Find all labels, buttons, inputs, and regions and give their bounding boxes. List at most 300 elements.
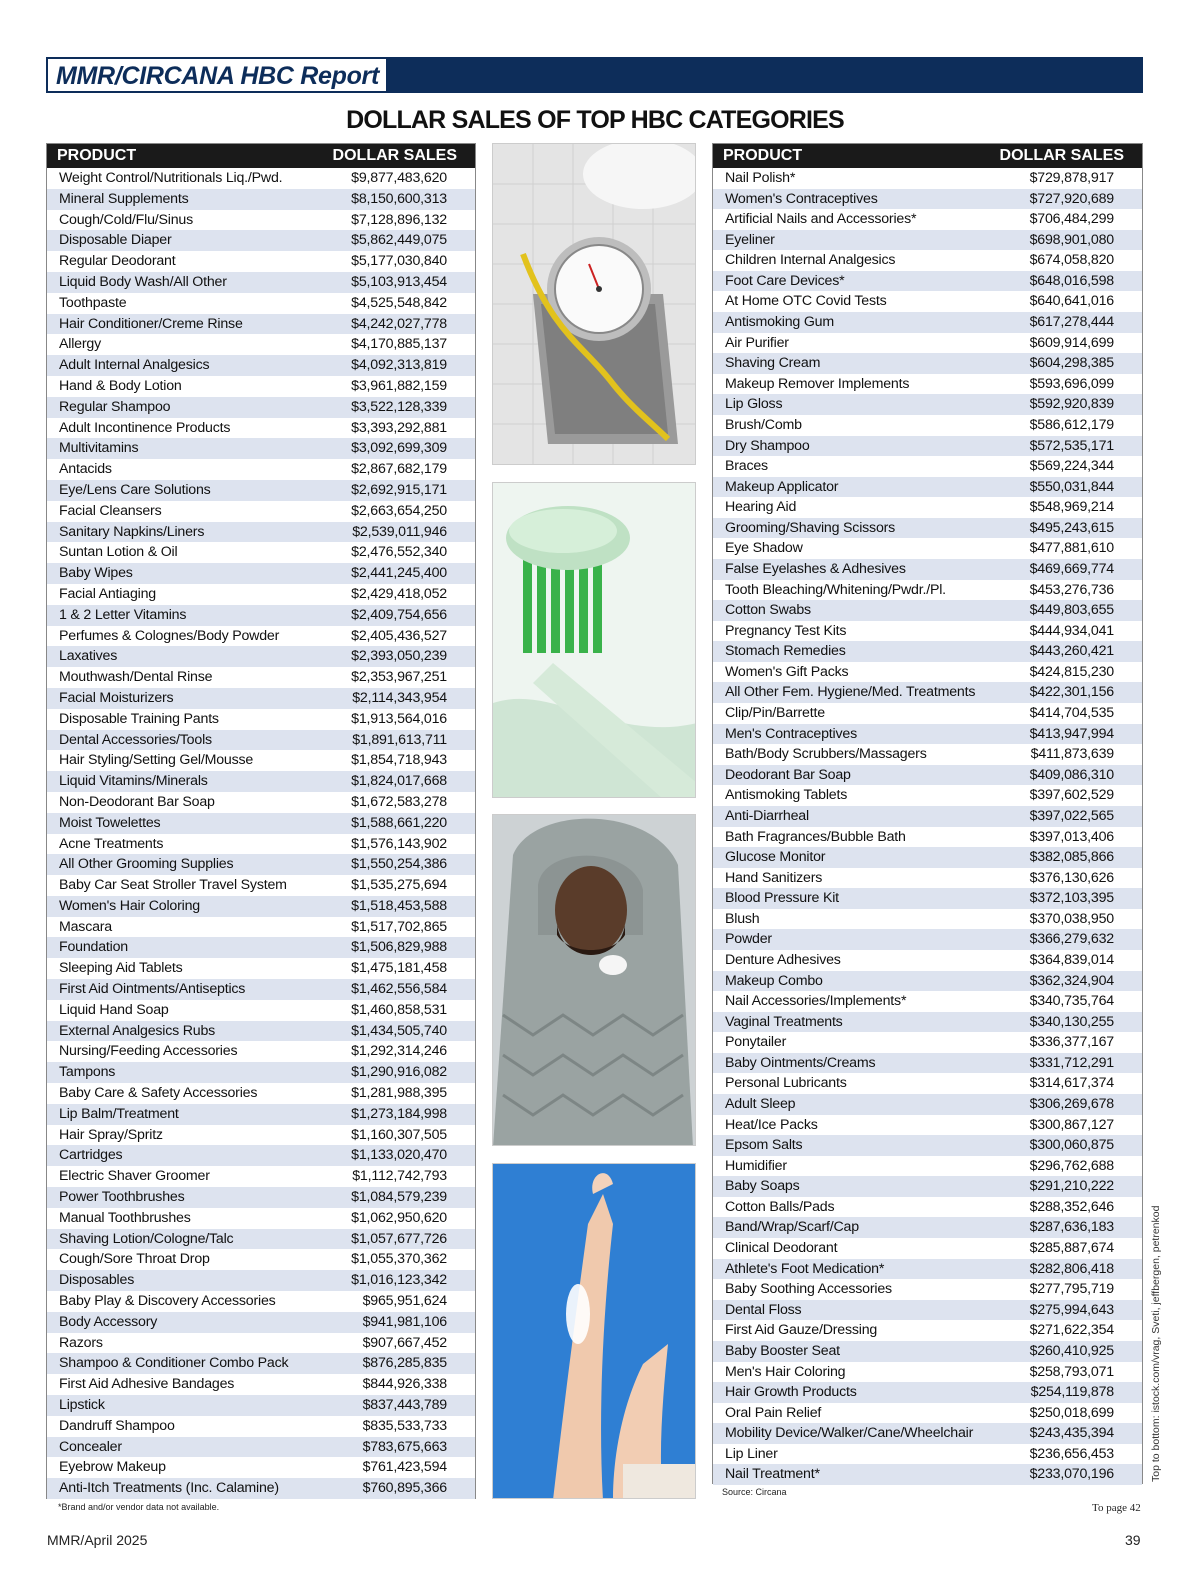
product-name: Liquid Hand Soap [59,1001,169,1018]
dollar-sales-value: $569,224,344 [1029,458,1114,475]
product-name: Toothpaste [59,294,127,311]
dollar-sales-value: $243,435,394 [1029,1425,1114,1442]
table-body [47,168,475,1499]
table-row [47,397,475,418]
product-name: Eye Shadow [725,540,803,557]
product-name: Sanitary Napkins/Liners [59,523,205,540]
dollar-sales-value: $258,793,071 [1029,1363,1114,1380]
table-row [713,1464,1142,1485]
table-row [713,600,1142,621]
table-header [713,144,1142,168]
product-name: Antacids [59,461,112,478]
table-row [47,334,475,355]
table-row [47,771,475,792]
dollar-sales-value: $1,434,505,740 [351,1022,447,1039]
dollar-sales-value: $941,981,106 [362,1313,447,1330]
product-name: Glucose Monitor [725,849,826,866]
dollar-sales-value: $2,409,754,656 [351,606,447,623]
dollar-sales-value: $729,878,917 [1029,170,1114,186]
dollar-sales-value: $1,506,829,988 [351,939,447,956]
dollar-sales-value: $397,022,565 [1029,807,1114,824]
dollar-sales-value: $2,429,418,052 [351,585,447,602]
dollar-sales-value: $422,301,156 [1029,684,1114,701]
table-row [47,1478,475,1499]
product-name: Hair Styling/Setting Gel/Mousse [59,752,254,769]
dollar-sales-value: $366,279,632 [1029,931,1114,948]
table-row [713,374,1142,395]
table-row [47,1416,475,1437]
product-name: Razors [59,1334,103,1351]
product-name: Electric Shaver Groomer [59,1168,210,1185]
table-row [713,1053,1142,1074]
product-name: First Aid Gauze/Dressing [725,1322,878,1339]
product-name: Adult Incontinence Products [59,419,231,436]
product-name: Hand Sanitizers [725,869,823,886]
table-row [47,1270,475,1291]
table-row [713,888,1142,909]
sales-table-right [712,143,1143,1484]
table-row [713,909,1142,930]
table-row [713,950,1142,971]
dollar-sales-value: $2,353,967,251 [351,669,447,686]
dollar-sales-value: $965,951,624 [362,1293,447,1310]
product-name: Mascara [59,918,113,935]
table-row [713,580,1142,601]
table-row [47,626,475,647]
table-row [713,1115,1142,1136]
product-name: Women's Gift Packs [725,663,849,680]
table-body [713,168,1142,1485]
dollar-sales-value: $409,086,310 [1029,766,1114,783]
table-row [713,271,1142,292]
table-row [713,1012,1142,1033]
table-row [47,667,475,688]
dollar-sales-value: $1,576,143,902 [351,835,447,852]
dollar-sales-value: $277,795,719 [1029,1281,1114,1298]
product-name: Personal Lubricants [725,1075,847,1092]
table-row [47,875,475,896]
dollar-sales-value: $288,352,646 [1029,1198,1114,1215]
dollar-sales-value: $260,410,925 [1029,1342,1114,1359]
product-name: Shampoo & Conditioner Combo Pack [59,1355,289,1372]
source-note: Source: Circana [722,1487,787,1497]
dollar-sales-value: $9,877,483,620 [351,170,447,186]
dollar-sales-value: $844,926,338 [362,1376,447,1393]
table-row [47,917,475,938]
dollar-sales-value: $1,462,556,584 [351,981,447,998]
product-name: Men's Contraceptives [725,725,857,742]
product-name: Disposable Diaper [59,232,172,249]
table-row [47,210,475,231]
table-row [47,1166,475,1187]
dollar-sales-value: $5,103,913,454 [351,273,447,290]
dollar-sales-value: $233,070,196 [1029,1466,1114,1483]
photo-credit: Top to bottom: istock.com/vrag, Sveti, jeffbergen, petrenkod [1150,1205,1162,1482]
dollar-sales-value: $282,806,418 [1029,1260,1114,1277]
table-row [713,559,1142,580]
dollar-sales-value: $593,696,099 [1029,375,1114,392]
product-name: Baby Wipes [59,565,133,582]
table-row [47,563,475,584]
product-name: Nail Accessories/Implements* [725,993,907,1010]
product-name: Eye/Lens Care Solutions [59,481,211,498]
bathroom-scale-photo [492,143,696,465]
dollar-sales-value: $340,130,255 [1029,1013,1114,1030]
product-name: Makeup Remover Implements [725,375,910,392]
dollar-sales-value: $3,522,128,339 [351,398,447,415]
product-name: Non-Deodorant Bar Soap [59,793,215,810]
product-name: All Other Grooming Supplies [59,856,234,873]
dollar-sales-value: $236,656,453 [1029,1445,1114,1462]
product-name: Dental Accessories/Tools [59,731,212,748]
product-name: Pregnancy Test Kits [725,622,847,639]
table-row [47,168,475,189]
dollar-sales-value: $4,092,313,819 [351,357,447,374]
product-name: Bath/Body Scrubbers/Massagers [725,746,927,763]
product-name: Stomach Remedies [725,643,846,660]
table-row [47,1395,475,1416]
dollar-sales-value: $727,920,689 [1029,190,1114,207]
product-name: Shaving Cream [725,355,821,372]
table-row [47,272,475,293]
dollar-sales-value: $2,393,050,239 [351,648,447,665]
dollar-sales-value: $444,934,041 [1029,622,1114,639]
table-row [47,646,475,667]
product-name: Facial Cleansers [59,502,162,519]
product-name: Multivitamins [59,440,139,457]
dollar-sales-value: $372,103,395 [1029,890,1114,907]
dollar-sales-value: $2,539,011,946 [352,523,447,540]
product-name: Dry Shampoo [725,437,810,454]
table-row [713,971,1142,992]
table-row [47,896,475,917]
product-name: Cotton Balls/Pads [725,1198,835,1215]
dollar-sales-value: $548,969,214 [1029,499,1114,516]
dollar-sales-value: $761,423,594 [362,1459,447,1476]
dollar-sales-value: $617,278,444 [1029,314,1114,331]
table-row [713,209,1142,230]
dollar-sales-value: $1,588,661,220 [351,814,447,831]
product-name: First Aid Adhesive Bandages [59,1376,235,1393]
table-row [713,1135,1142,1156]
dollar-sales-value: $572,535,171 [1029,437,1114,454]
product-name: Adult Internal Analgesics [59,357,210,374]
product-name: 1 & 2 Letter Vitamins [59,606,187,623]
table-row [47,251,475,272]
dollar-sales-value: $397,013,406 [1029,828,1114,845]
dollar-sales-value: $876,285,835 [362,1355,447,1372]
product-name: Hair Conditioner/Creme Rinse [59,315,243,332]
table-row [713,1073,1142,1094]
dollar-sales-value: $648,016,598 [1029,272,1114,289]
product-name: Clip/Pin/Barrette [725,705,825,722]
product-name: Makeup Combo [725,972,823,989]
product-name: Adult Sleep [725,1096,796,1113]
dollar-sales-value: $1,913,564,016 [351,710,447,727]
product-name: Bath Fragrances/Bubble Bath [725,828,906,845]
product-name: Lip Liner [725,1445,778,1462]
product-name: Heat/Ice Packs [725,1116,818,1133]
product-name: Sleeping Aid Tablets [59,960,183,977]
product-name: Children Internal Analgesics [725,252,896,269]
dollar-sales-value: $1,055,370,362 [351,1251,447,1268]
table-row [713,1197,1142,1218]
table-row [713,744,1142,765]
table-row [47,522,475,543]
product-name: Baby Booster Seat [725,1342,840,1359]
table-row [713,703,1142,724]
dollar-sales-value: $1,133,020,470 [351,1147,447,1164]
dollar-sales-value: $1,281,988,395 [351,1085,447,1102]
dollar-sales-value: $8,150,600,313 [351,190,447,207]
dollar-sales-value: $5,177,030,840 [351,253,447,270]
table-row [47,1457,475,1478]
header-title-box [46,57,388,93]
table-row [713,436,1142,457]
page-number: 39 [1125,1532,1141,1548]
product-name: Facial Moisturizers [59,689,174,706]
table-row [47,937,475,958]
table-row [47,1062,475,1083]
product-name: Lip Balm/Treatment [59,1105,179,1122]
table-row [713,785,1142,806]
dollar-sales-value: $2,692,915,171 [351,481,447,498]
table-row [713,394,1142,415]
sick-man-blanket-photo [492,814,696,1146]
table-row [47,1437,475,1458]
sales-table-left [46,143,476,1499]
product-name: Baby Ointments/Creams [725,1054,876,1071]
table-row [47,730,475,751]
table-row [713,991,1142,1012]
table-row [47,293,475,314]
dollar-sales-value: $3,092,699,309 [351,440,447,457]
product-name: Eyeliner [725,231,775,248]
table-row [713,1176,1142,1197]
dollar-sales-value: $275,994,643 [1029,1301,1114,1318]
dollar-sales-value: $449,803,655 [1029,602,1114,619]
table-row [713,168,1142,189]
dollar-sales-value: $340,735,764 [1029,993,1114,1010]
table-row [47,355,475,376]
table-row [713,497,1142,518]
table-row [47,459,475,480]
dollar-sales-value: $3,961,882,159 [351,377,447,394]
dollar-sales-value: $1,475,181,458 [351,960,447,977]
dollar-sales-value: $453,276,736 [1029,581,1114,598]
dollar-sales-value: $835,533,733 [362,1417,447,1434]
product-name: External Analgesics Rubs [59,1022,216,1039]
table-row [713,291,1142,312]
dollar-sales-value: $3,393,292,881 [351,419,447,436]
table-row [713,1423,1142,1444]
product-name: Tampons [59,1064,116,1081]
table-row [713,1362,1142,1383]
product-name: Mobility Device/Walker/Cane/Wheelchair [725,1425,974,1442]
product-name: Laxatives [59,648,118,665]
table-row [713,518,1142,539]
dollar-sales-value: $469,669,774 [1029,560,1114,577]
product-name: Vaginal Treatments [725,1013,843,1030]
product-name: Hand & Body Lotion [59,377,182,394]
continued-to-page: To page 42 [1092,1502,1141,1514]
product-name: Foot Care Devices* [725,272,845,289]
dollar-sales-value: $291,210,222 [1029,1178,1114,1195]
product-name: Baby Soaps [725,1178,800,1195]
table-row [47,688,475,709]
dollar-sales-value: $1,460,858,531 [351,1001,447,1018]
table-row [713,929,1142,950]
product-name: Body Accessory [59,1313,158,1330]
product-name: Mineral Supplements [59,190,189,207]
product-name: Nursing/Feeding Accessories [59,1043,238,1060]
table-row [713,641,1142,662]
dollar-sales-value: $4,242,027,778 [351,315,447,332]
dollar-sales-value: $413,947,994 [1029,725,1114,742]
product-name: Allergy [59,336,101,353]
column-header-sales: DOLLAR SALES [999,147,1124,164]
table-row [713,1444,1142,1465]
dollar-sales-value: $411,873,639 [1030,746,1114,763]
product-name: Lipstick [59,1397,105,1414]
table-row [47,1041,475,1062]
dollar-sales-value: $382,085,866 [1029,849,1114,866]
product-name: Epsom Salts [725,1137,803,1154]
dollar-sales-value: $376,130,626 [1029,869,1114,886]
table-row [47,542,475,563]
dollar-sales-value: $314,617,374 [1029,1075,1114,1092]
product-name: Humidifier [725,1157,787,1174]
dollar-sales-value: $1,290,916,082 [351,1064,447,1081]
table-row [47,1000,475,1021]
dollar-sales-value: $698,901,080 [1029,231,1114,248]
product-name: Blood Pressure Kit [725,890,839,907]
table-row [47,834,475,855]
table-row [713,662,1142,683]
dollar-sales-value: $586,612,179 [1029,416,1114,433]
product-name: Power Toothbrushes [59,1189,185,1206]
table-row [713,538,1142,559]
product-name: Nail Polish* [725,170,796,186]
table-row [713,1403,1142,1424]
table-row [47,1208,475,1229]
table-row [47,480,475,501]
product-name: Shaving Lotion/Cologne/Talc [59,1230,234,1247]
table-row [47,792,475,813]
table-row [713,682,1142,703]
dollar-sales-value: $1,273,184,998 [351,1105,447,1122]
table-row [713,312,1142,333]
dollar-sales-value: $300,867,127 [1029,1116,1114,1133]
dollar-sales-value: $1,062,950,620 [351,1209,447,1226]
product-name: Artificial Nails and Accessories* [725,211,917,228]
product-name: Disposables [59,1272,135,1289]
dollar-sales-value: $1,160,307,505 [351,1126,447,1143]
dollar-sales-value: $5,862,449,075 [351,232,447,249]
product-name: Baby Care & Safety Accessories [59,1085,258,1102]
product-name: At Home OTC Covid Tests [725,293,887,310]
product-name: Baby Car Seat Stroller Travel System [59,877,287,894]
product-name: Manual Toothbrushes [59,1209,191,1226]
column-header-sales: DOLLAR SALES [332,147,457,164]
product-name: Regular Shampoo [59,398,171,415]
dollar-sales-value: $1,824,017,668 [351,773,447,790]
dollar-sales-value: $1,518,453,588 [351,897,447,914]
dollar-sales-value: $783,675,663 [362,1438,447,1455]
table-row [47,1125,475,1146]
toothbrush-photo [492,482,696,798]
table-row [713,415,1142,436]
product-name: Blush [725,910,760,927]
table-row [713,1320,1142,1341]
dollar-sales-value: $1,112,742,793 [352,1168,447,1185]
product-name: All Other Fem. Hygiene/Med. Treatments [725,684,976,701]
product-name: Cartridges [59,1147,123,1164]
table-row [47,584,475,605]
product-name: Air Purifier [725,334,789,351]
table-row [713,1217,1142,1238]
product-name: Liquid Vitamins/Minerals [59,773,208,790]
table-row [47,189,475,210]
product-name: Cough/Sore Throat Drop [59,1251,210,1268]
table-row [713,1259,1142,1280]
dollar-sales-value: $296,762,688 [1029,1157,1114,1174]
dollar-sales-value: $640,641,016 [1029,293,1114,310]
product-name: Dandruff Shampoo [59,1417,175,1434]
dollar-sales-value: $1,891,613,711 [352,731,447,748]
table-row [713,1382,1142,1403]
product-name: Mouthwash/Dental Rinse [59,669,213,686]
table-row [47,979,475,1000]
table-row [47,1291,475,1312]
dollar-sales-value: $1,854,718,943 [351,752,447,769]
table-row [713,806,1142,827]
table-row [713,477,1142,498]
product-name: Denture Adhesives [725,951,841,968]
table-row [713,250,1142,271]
dollar-sales-value: $1,084,579,239 [351,1189,447,1206]
product-name: Oral Pain Relief [725,1404,822,1421]
dollar-sales-value: $2,441,245,400 [351,565,447,582]
product-name: Baby Play & Discovery Accessories [59,1293,276,1310]
product-name: Anti-Itch Treatments (Inc. Calamine) [59,1480,279,1497]
dollar-sales-value: $1,517,702,865 [351,918,447,935]
table-row [47,1312,475,1333]
product-name: Women's Contraceptives [725,190,878,207]
product-name: Eyebrow Makeup [59,1459,166,1476]
product-name: Lip Gloss [725,396,783,413]
dollar-sales-value: $2,114,343,954 [352,689,447,706]
folio-issue: MMR/April 2025 [47,1532,148,1548]
product-name: Clinical Deodorant [725,1240,838,1257]
page-heading: DOLLAR SALES OF TOP HBC CATEGORIES [346,106,844,134]
dollar-sales-value: $495,243,615 [1029,519,1114,536]
table-row [713,1300,1142,1321]
product-name: Disposable Training Pants [59,710,219,727]
product-name: Deodorant Bar Soap [725,766,851,783]
dollar-sales-value: $1,535,275,694 [351,877,447,894]
product-name: Band/Wrap/Scarf/Cap [725,1219,859,1236]
dollar-sales-value: $250,018,699 [1029,1404,1114,1421]
dollar-sales-value: $331,712,291 [1029,1054,1114,1071]
table-row [47,958,475,979]
table-row [713,621,1142,642]
table-row [47,501,475,522]
dollar-sales-value: $287,636,183 [1029,1219,1114,1236]
table-row [713,868,1142,889]
dollar-sales-value: $760,895,366 [362,1480,447,1497]
table-row [47,1229,475,1250]
